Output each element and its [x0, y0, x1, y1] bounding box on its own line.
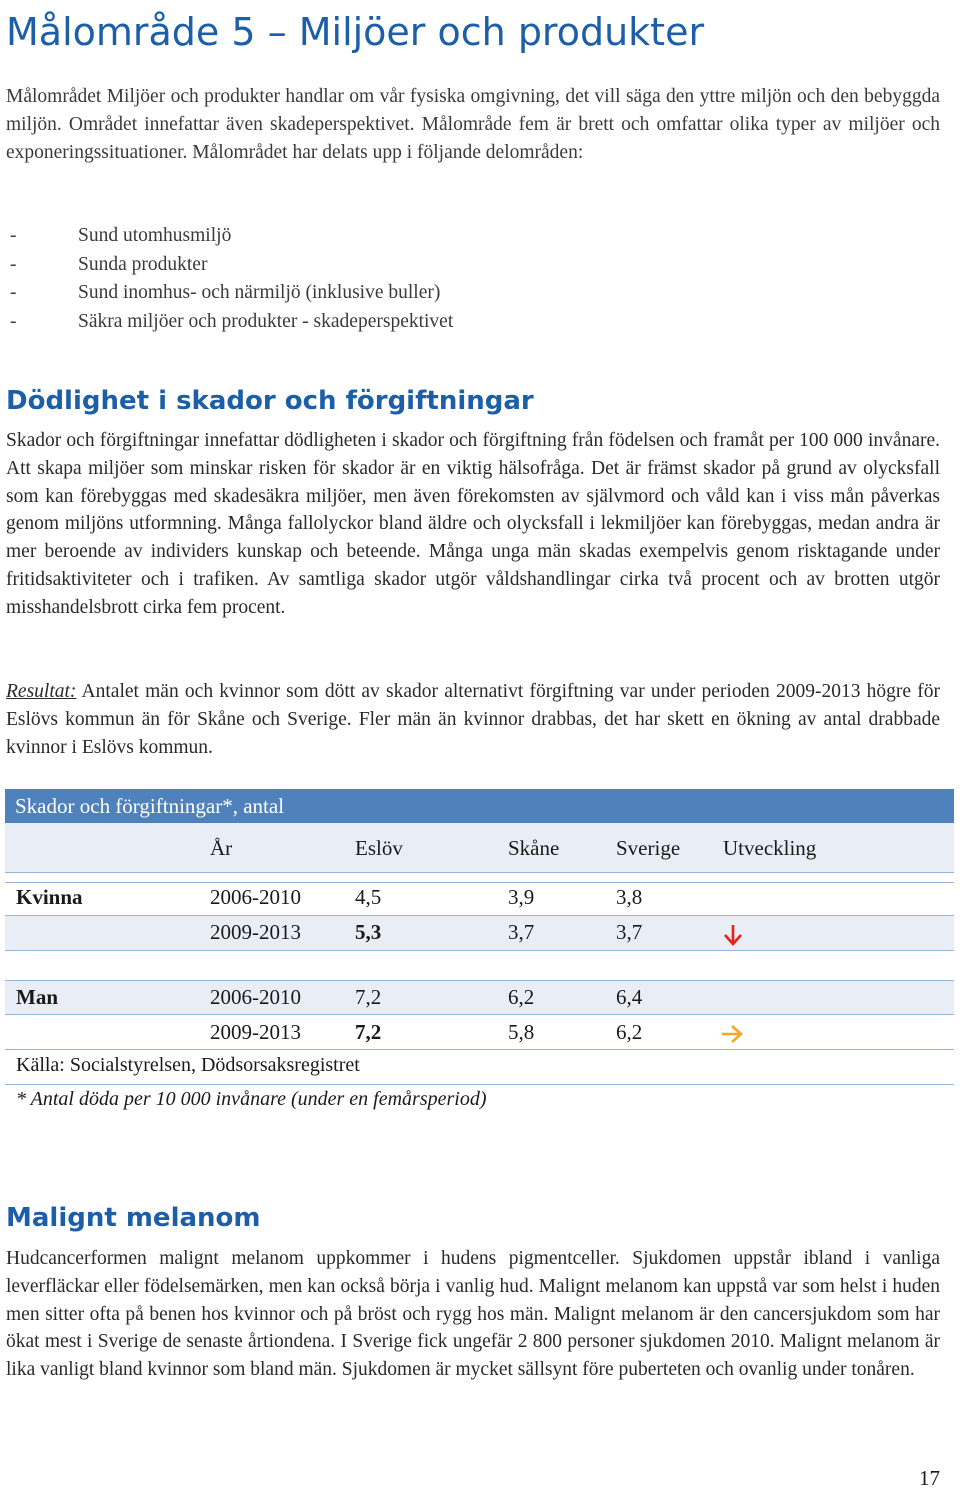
- row-eslov: 5,3: [355, 920, 382, 944]
- result-paragraph: [6, 678, 940, 761]
- row-divider: [5, 1084, 954, 1085]
- arrow-down-icon: [723, 924, 743, 946]
- list-dash: -: [10, 282, 17, 303]
- table-row: [5, 915, 954, 951]
- injury-table: [5, 789, 954, 1120]
- row-divider: [5, 882, 954, 883]
- row-sverige: 6,2: [616, 1020, 643, 1044]
- result-label: Resultat:: [6, 681, 77, 702]
- list-item-text: Sund utomhusmiljö: [78, 225, 232, 246]
- arrow-right-icon: [721, 1024, 743, 1044]
- row-skane: 3,9: [508, 885, 535, 909]
- row-year: 2009-2013: [210, 920, 301, 944]
- row-skane: 5,8: [508, 1020, 535, 1044]
- row-eslov: 7,2: [355, 985, 382, 1009]
- list-item-text: Sunda produkter: [78, 253, 208, 275]
- list-dash: -: [10, 225, 17, 246]
- list-item: [6, 251, 453, 280]
- list-item: [6, 308, 453, 337]
- header-skane: Skåne: [508, 836, 560, 860]
- header-year: År: [210, 836, 233, 860]
- table-footnote: * Antal döda per 10 000 invånare (under en femårsperiod): [16, 1088, 487, 1110]
- list-item: [6, 279, 453, 308]
- list-item: [6, 222, 453, 251]
- list-dash: -: [10, 310, 17, 332]
- row-year: 2009-2013: [210, 1020, 301, 1044]
- row-year: 2006-2010: [210, 985, 301, 1009]
- list-dash: -: [10, 253, 17, 275]
- row-sverige: 3,7: [616, 920, 643, 944]
- melanoma-paragraph: Hudcancerformen malignt melanom uppkommer i hudens pigmentceller. Sjukdomen uppstår ibland i vanliga leverfläckar eller födelsemärken, men kan också börja i vanlig hud. Malignt melanom kan uppstå var som helst i huden men sitter ofta på benen hos kvinnor och på bröst och rygg hos män. Malignt melanom är den cancersjukdom som har ökat mest i Sverige de senaste årtiondena. I Sverige fick ungefär 2 800 personer sjukdomen 2010. Malignt melanom är lika vanligt bland kvinnor som bland män. Sjukdomen är mycket sällsynt före puberteten och ovanlig under tonåren.: [6, 1248, 940, 1381]
- row-group-label: Kvinna: [16, 885, 83, 909]
- intro-paragraph: Målområdet Miljöer och produkter handlar om vår fysiska omgivning, det vill säga den yttre miljön och den bebyggda miljön. Området innefattar även skadeperspektivet. Målområde fem är brett och omfattar olika typer av miljöer och exponeringssituationer. Målområdet har delats upp i följande delområden:: [6, 86, 940, 163]
- list-item-text: Säkra miljöer och produkter - skadeperspektivet: [78, 310, 454, 332]
- table-spacer-row: [5, 951, 954, 981]
- header-sverige: Sverige: [616, 836, 681, 860]
- table-row: [5, 981, 954, 1015]
- row-group-label: Man: [16, 985, 58, 1009]
- header-eslov: Eslöv: [355, 836, 403, 860]
- row-sverige: 6,4: [616, 985, 643, 1009]
- section-heading-melanoma: Malignt melanom: [6, 1203, 261, 1233]
- row-sverige: 3,8: [616, 885, 643, 909]
- mortality-paragraph: Skador och förgiftningar innefattar dödligheten i skador och förgiftning från födelsen och framåt per 100 000 invånare. Att skapa miljöer som minskar risken för skador är en viktig hälsofråga. Det är främst skador på grund av olycksfall som kan förebyggas med skadesäkra miljöer, men även förekomsten av självmord och våld kan i viss mån påverkas genom miljöns utformning. Många fallolyckor bland äldre och olycksfall i lekmiljöer kan förebyggas, medan andra är mer beroende av individers kunskap och beteende. Många unga män skadas exempelvis genom risktagande under fritidsaktiviteter och i trafiken. Av samtliga skador utgör våldshandlingar cirka två procent och av brotten utgör misshandelsbrott cirka fem procent.: [6, 430, 940, 618]
- page-title: Målområde 5 – Miljöer och produkter: [6, 10, 705, 54]
- row-skane: 6,2: [508, 985, 535, 1009]
- page-number: 17: [919, 1466, 940, 1490]
- list-item-text: Sund inomhus- och närmiljö (inklusive buller): [78, 282, 441, 303]
- row-eslov: 7,2: [355, 1020, 382, 1044]
- table-title: Skador och förgiftningar*, antal: [5, 789, 954, 823]
- row-eslov: 4,5: [355, 885, 382, 909]
- row-skane: 3,7: [508, 920, 535, 944]
- table-source: Källa: Socialstyrelsen, Dödsorsaksregistret: [16, 1054, 360, 1076]
- row-year: 2006-2010: [210, 885, 301, 909]
- row-divider: [5, 1049, 954, 1050]
- table-header-row: [5, 823, 954, 873]
- result-text: Antalet män och kvinnor som dött av skador alternativt förgiftning var under perioden 2009-2013 högre för Eslövs kommun än för Skåne och Sverige. Fler män än kvinnor drabbas, det har skett en ökning av antal drabbade kvinnor i Eslövs kommun.: [6, 681, 940, 758]
- header-trend: Utveckling: [723, 836, 817, 860]
- subarea-list: [6, 222, 453, 336]
- section-heading-mortality: Dödlighet i skador och förgiftningar: [6, 386, 534, 416]
